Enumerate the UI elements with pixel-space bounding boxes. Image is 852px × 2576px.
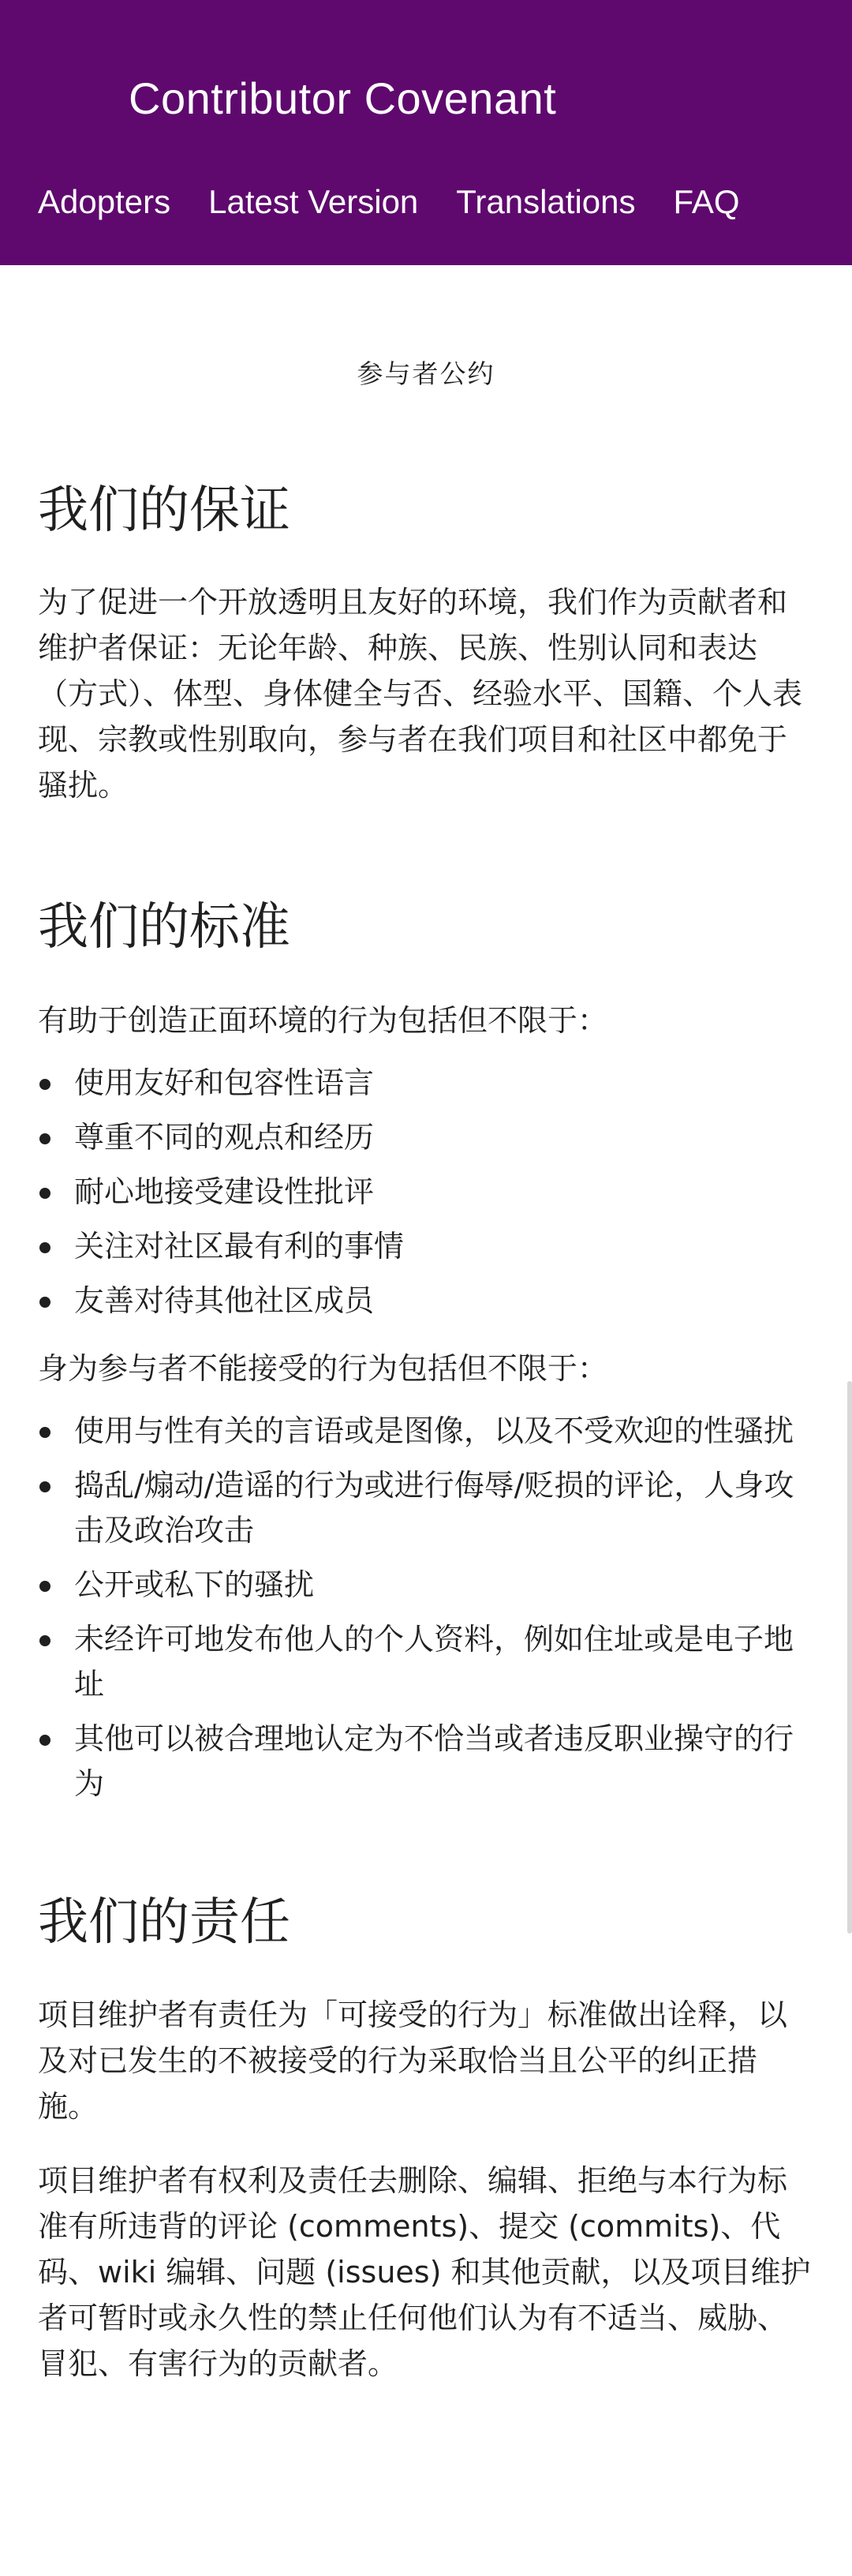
responsibility-text-1: 项目维护者有责任为「可接受的行为」标准做出诠释，以及对已发生的不被接受的行为采取恰当且公平的纠正措施。 bbox=[38, 1997, 788, 2124]
negative-intro: 身为参与者不能接受的行为包括但不限于： bbox=[38, 1351, 608, 1387]
main-content bbox=[0, 358, 852, 2387]
list-item: 关注对社区最有利的事情 bbox=[38, 1224, 814, 1269]
heading-standards: 我们的标准 bbox=[38, 897, 290, 957]
main-nav bbox=[38, 183, 740, 221]
heading-responsibility: 我们的责任 bbox=[38, 1893, 290, 1953]
document-title: 参与者公约 bbox=[357, 358, 495, 389]
scrollbar[interactable] bbox=[847, 1381, 852, 1934]
list-item: 其他可以被合理地认定为不恰当或者违反职业操守的行为 bbox=[38, 1717, 814, 1807]
list-item: 耐心地接受建设性批评 bbox=[38, 1170, 814, 1215]
nav-adopters[interactable]: Adopters bbox=[38, 183, 171, 220]
list-item: 尊重不同的观点和经历 bbox=[38, 1115, 814, 1160]
negative-list bbox=[38, 1409, 814, 1807]
nav-translations[interactable]: Translations bbox=[456, 183, 636, 220]
list-item: 公开或私下的骚扰 bbox=[38, 1563, 814, 1608]
positive-intro: 有助于创造正面环境的行为包括但不限于： bbox=[38, 1003, 608, 1039]
heading-guarantee: 我们的保证 bbox=[38, 481, 290, 540]
positive-list bbox=[38, 1061, 814, 1324]
nav-faq[interactable]: FAQ bbox=[673, 183, 740, 220]
list-item: 捣乱/煽动/造谣的行为或进行侮辱/贬损的评论，人身攻击及政治攻击 bbox=[38, 1463, 814, 1553]
list-item: 使用友好和包容性语言 bbox=[38, 1061, 814, 1106]
nav-latest-version[interactable]: Latest Version bbox=[208, 183, 419, 220]
responsibility-text-2: 项目维护者有权利及责任去删除、编辑、拒绝与本行为标准有所违背的评论 (comments)、提交 (commits)、代码、wiki 编辑、问题 (issues) 和其他贡献，以及项目维护者可暂时或永久性的禁止任何他们认为有不适当、威胁、冒犯、有害行为的贡献者。 bbox=[38, 2162, 811, 2381]
list-item: 使用与性有关的言语或是图像，以及不受欢迎的性骚扰 bbox=[38, 1409, 814, 1454]
site-header bbox=[0, 0, 852, 265]
brand-link[interactable]: Contributor Covenant bbox=[129, 73, 557, 123]
list-item: 友善对待其他社区成员 bbox=[38, 1279, 814, 1324]
guarantee-text: 为了促进一个开放透明且友好的环境，我们作为贡献者和维护者保证：无论年龄、种族、民族、性别认同和表达（方式）、体型、身体健全与否、经验水平、国籍、个人表现、宗教或性别取向，参与者在我们项目和社区中都免于骚扰。 bbox=[38, 584, 803, 803]
list-item: 未经许可地发布他人的个人资料，例如住址或是电子地址 bbox=[38, 1617, 814, 1707]
